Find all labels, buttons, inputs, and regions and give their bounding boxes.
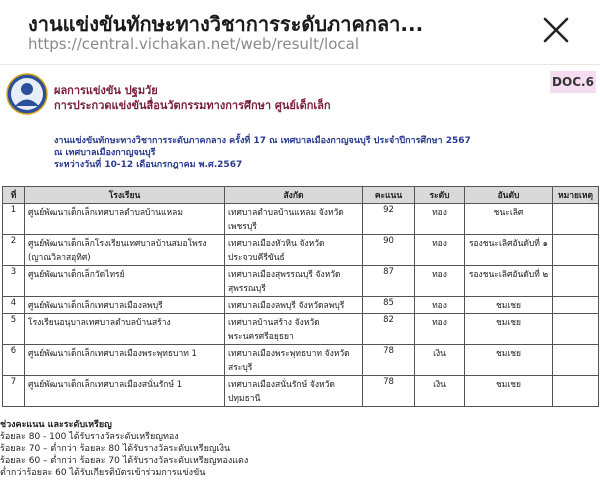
row-level: ทอง bbox=[415, 314, 465, 345]
row-no: 4 bbox=[3, 297, 25, 314]
legend-line-certificate: ต่ำกว่าร้อยละ 60 ได้รับเกียรติบัตรเข้าร่วมการแข่งขัน bbox=[0, 468, 206, 478]
column-header-rank: อันดับ bbox=[465, 187, 553, 204]
row-rank: ชมเชย bbox=[465, 376, 553, 407]
row-score: 90 bbox=[363, 235, 415, 266]
table-row bbox=[3, 266, 599, 297]
document-header-title: ผลการแข่งขัน ปฐมวัย bbox=[54, 84, 158, 97]
row-note bbox=[553, 345, 599, 376]
row-note bbox=[553, 297, 599, 314]
table-row bbox=[3, 376, 599, 407]
row-note bbox=[553, 376, 599, 407]
row-score: 92 bbox=[363, 204, 415, 235]
row-affiliation: เทศบาลเมืองสนั่นรักษ์ จังหวัดปทุมธานี bbox=[225, 376, 363, 407]
legend-title: ช่วงคะแนน และระดับเหรียญ bbox=[0, 420, 112, 430]
row-note bbox=[553, 235, 599, 266]
row-level: ทอง bbox=[415, 235, 465, 266]
row-affiliation: เทศบาลตำบลบ้านแหลม จังหวัดเพชรบุรี bbox=[225, 204, 363, 235]
row-level: เงิน bbox=[415, 376, 465, 407]
column-header-score: คะแนน bbox=[363, 187, 415, 204]
row-no: 7 bbox=[3, 376, 25, 407]
table-row bbox=[3, 297, 599, 314]
row-school: ศูนย์พัฒนาเด็กเล็กวัดไทรย์ bbox=[25, 266, 225, 297]
row-no: 6 bbox=[3, 345, 25, 376]
row-no: 3 bbox=[3, 266, 25, 297]
row-school: ศูนย์พัฒนาเด็กเล็กเทศบาลเมืองลพบุรี bbox=[25, 297, 225, 314]
table-row bbox=[3, 235, 599, 266]
browser-header bbox=[0, 0, 600, 64]
row-no: 2 bbox=[3, 235, 25, 266]
row-level: ทอง bbox=[415, 266, 465, 297]
row-score: 85 bbox=[363, 297, 415, 314]
row-level: เงิน bbox=[415, 345, 465, 376]
doc-badge: DOC.6 bbox=[550, 71, 596, 93]
legend-line-silver: ร้อยละ 70 – ต่ำกว่า ร้อยละ 80 ได้รับรางวัลระดับเหรียญเงิน bbox=[0, 444, 231, 454]
column-header-note: หมายเหตุ bbox=[553, 187, 599, 204]
row-score: 78 bbox=[363, 376, 415, 407]
row-level: ทอง bbox=[415, 297, 465, 314]
row-school: ศูนย์พัฒนาเด็กเล็กโรงเรียนเทศบาลบ้านสมอโพรง (ญาณวิลาสอุทิศ) bbox=[25, 235, 225, 266]
table-header-row bbox=[3, 187, 599, 204]
row-rank: รองชนะเลิศอันดับที่ ๑ bbox=[465, 235, 553, 266]
row-affiliation: เทศบาลบ้านสร้าง จังหวัดพระนครศรีอยุธยา bbox=[225, 314, 363, 345]
organization-logo bbox=[6, 73, 48, 115]
row-affiliation: เทศบาลเมืองลพบุรี จังหวัดลพบุรี bbox=[225, 297, 363, 314]
column-header-school: โรงเรียน bbox=[25, 187, 225, 204]
column-header-no: ที่ bbox=[3, 187, 25, 204]
row-affiliation: เทศบาลเมืองหัวหิน จังหวัดประจวบคีรีขันธ์ bbox=[225, 235, 363, 266]
row-rank: ชนะเลิศ bbox=[465, 204, 553, 235]
table-row bbox=[3, 204, 599, 235]
close-icon[interactable] bbox=[540, 14, 572, 46]
row-score: 82 bbox=[363, 314, 415, 345]
row-rank: ชมเชย bbox=[465, 297, 553, 314]
row-rank: ชมเชย bbox=[465, 314, 553, 345]
column-header-level: ระดับ bbox=[415, 187, 465, 204]
results-table bbox=[2, 186, 599, 407]
event-info-line2: ณ เทศบาลเมืองกาญจนบุรี bbox=[54, 148, 156, 158]
page-title: งานแข่งขันทักษะทางวิชาการระดับภาคกลา... bbox=[28, 12, 424, 36]
row-no: 5 bbox=[3, 314, 25, 345]
document-header-subtitle: การประกวดแข่งขันสื่อนวัตกรรมทางการศึกษา ศูนย์เด็กเล็ก bbox=[54, 99, 331, 112]
row-rank: รองชนะเลิศอันดับที่ ๒ bbox=[465, 266, 553, 297]
row-score: 87 bbox=[363, 266, 415, 297]
legend-line-gold: ร้อยละ 80 - 100 ได้รับรางวัลระดับเหรียญทอง bbox=[0, 432, 179, 442]
table-row bbox=[3, 345, 599, 376]
row-school: ศูนย์พัฒนาเด็กเล็กเทศบาลเมืองพระพุทธบาท 1 bbox=[25, 345, 225, 376]
page-url[interactable]: https://central.vichakan.net/web/result/local bbox=[28, 35, 359, 53]
legend-line-bronze: ร้อยละ 60 – ต่ำกว่า ร้อยละ 70 ได้รับรางวัลระดับเหรียญทองแดง bbox=[0, 456, 249, 466]
row-school: โรงเรียนอนุบาลเทศบาลตำบลบ้านสร้าง bbox=[25, 314, 225, 345]
row-note bbox=[553, 314, 599, 345]
table-row bbox=[3, 314, 599, 345]
event-info-line1: งานแข่งขันทักษะทางวิชาการระดับภาคกลาง ครั้งที่ 17 ณ เทศบาลเมืองกาญจนบุรี ประจำปีการศึกษา 2567 bbox=[54, 136, 471, 146]
row-rank: ชมเชย bbox=[465, 345, 553, 376]
row-affiliation: เทศบาลเมืองสุพรรณบุรี จังหวัดสุพรรณบุรี bbox=[225, 266, 363, 297]
row-no: 1 bbox=[3, 204, 25, 235]
column-header-affiliation: สังกัด bbox=[225, 187, 363, 204]
row-school: ศูนย์พัฒนาเด็กเล็กเทศบาลตำบลบ้านแหลม bbox=[25, 204, 225, 235]
row-school: ศูนย์พัฒนาเด็กเล็กเทศบาลเมืองสนั่นรักษ์ 1 bbox=[25, 376, 225, 407]
row-affiliation: เทศบาลเมืองพระพุทธบาท จังหวัดสระบุรี bbox=[225, 345, 363, 376]
row-level: ทอง bbox=[415, 204, 465, 235]
event-info-line3: ระหว่างวันที่ 10-12 เดือนกรกฎาคม พ.ศ.2567 bbox=[54, 160, 243, 170]
row-note bbox=[553, 204, 599, 235]
row-score: 78 bbox=[363, 345, 415, 376]
result-document bbox=[0, 64, 600, 489]
row-note bbox=[553, 266, 599, 297]
